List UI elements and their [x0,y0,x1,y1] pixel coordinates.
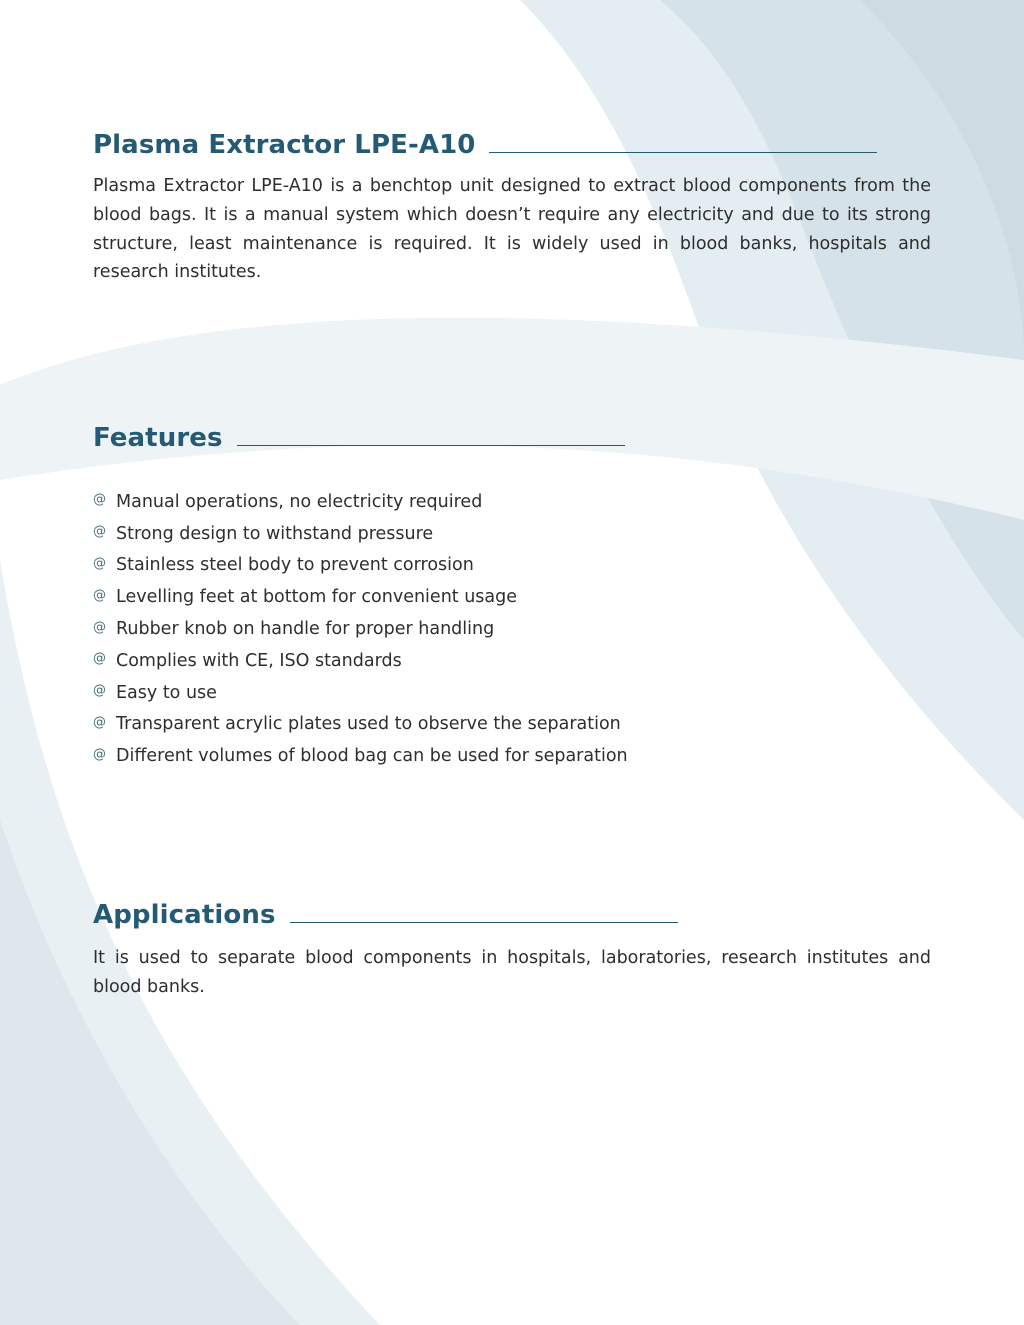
applications-text: It is used to separate blood components in hospitals, laboratories, research institutes and blood banks. [93,948,931,997]
feature-text: Strong design to withstand pressure [116,523,434,544]
product-heading [93,130,877,160]
list-item [93,486,628,518]
product-title: Plasma Extractor LPE-A10 [93,130,476,160]
feature-text: Levelling feet at bottom for convenient usage [116,587,518,608]
features-list [93,486,628,772]
at-bullet-icon: @ [93,524,106,540]
at-bullet-icon: @ [93,714,106,730]
feature-text: Rubber knob on handle for proper handling [116,619,495,640]
list-item [93,709,628,741]
list-item [93,613,628,645]
at-bullet-icon: @ [93,683,106,699]
at-bullet-icon: @ [93,651,106,667]
features-heading [93,423,625,453]
applications-heading [93,900,678,930]
at-bullet-icon: @ [93,587,106,603]
feature-text: Stainless steel body to prevent corrosion [116,555,474,576]
list-item [93,645,628,677]
feature-text: Complies with CE, ISO standards [116,650,402,671]
at-bullet-icon: @ [93,492,106,508]
list-item [93,518,628,550]
feature-text: Transparent acrylic plates used to observe the separation [116,714,621,735]
list-item [93,581,628,613]
feature-text: Manual operations, no electricity required [116,491,483,512]
features-heading-rule [237,445,625,446]
list-item [93,677,628,709]
list-item [93,550,628,582]
applications-title: Applications [93,900,276,930]
at-bullet-icon: @ [93,555,106,571]
at-bullet-icon: @ [93,619,106,635]
feature-text: Different volumes of blood bag can be used for separation [116,746,628,767]
applications-heading-rule [290,922,678,923]
product-heading-rule [489,152,877,153]
feature-text: Easy to use [116,682,217,703]
list-item [93,740,628,772]
at-bullet-icon: @ [93,746,106,762]
features-title: Features [93,423,223,453]
product-description: Plasma Extractor LPE-A10 is a benchtop unit designed to extract blood components from the blood bags. It is a manual system which doesn’t require any electricity and due to its strong structure, least maintenance is required. It is widely used in blood banks, hospitals and research institutes. [93,176,931,283]
